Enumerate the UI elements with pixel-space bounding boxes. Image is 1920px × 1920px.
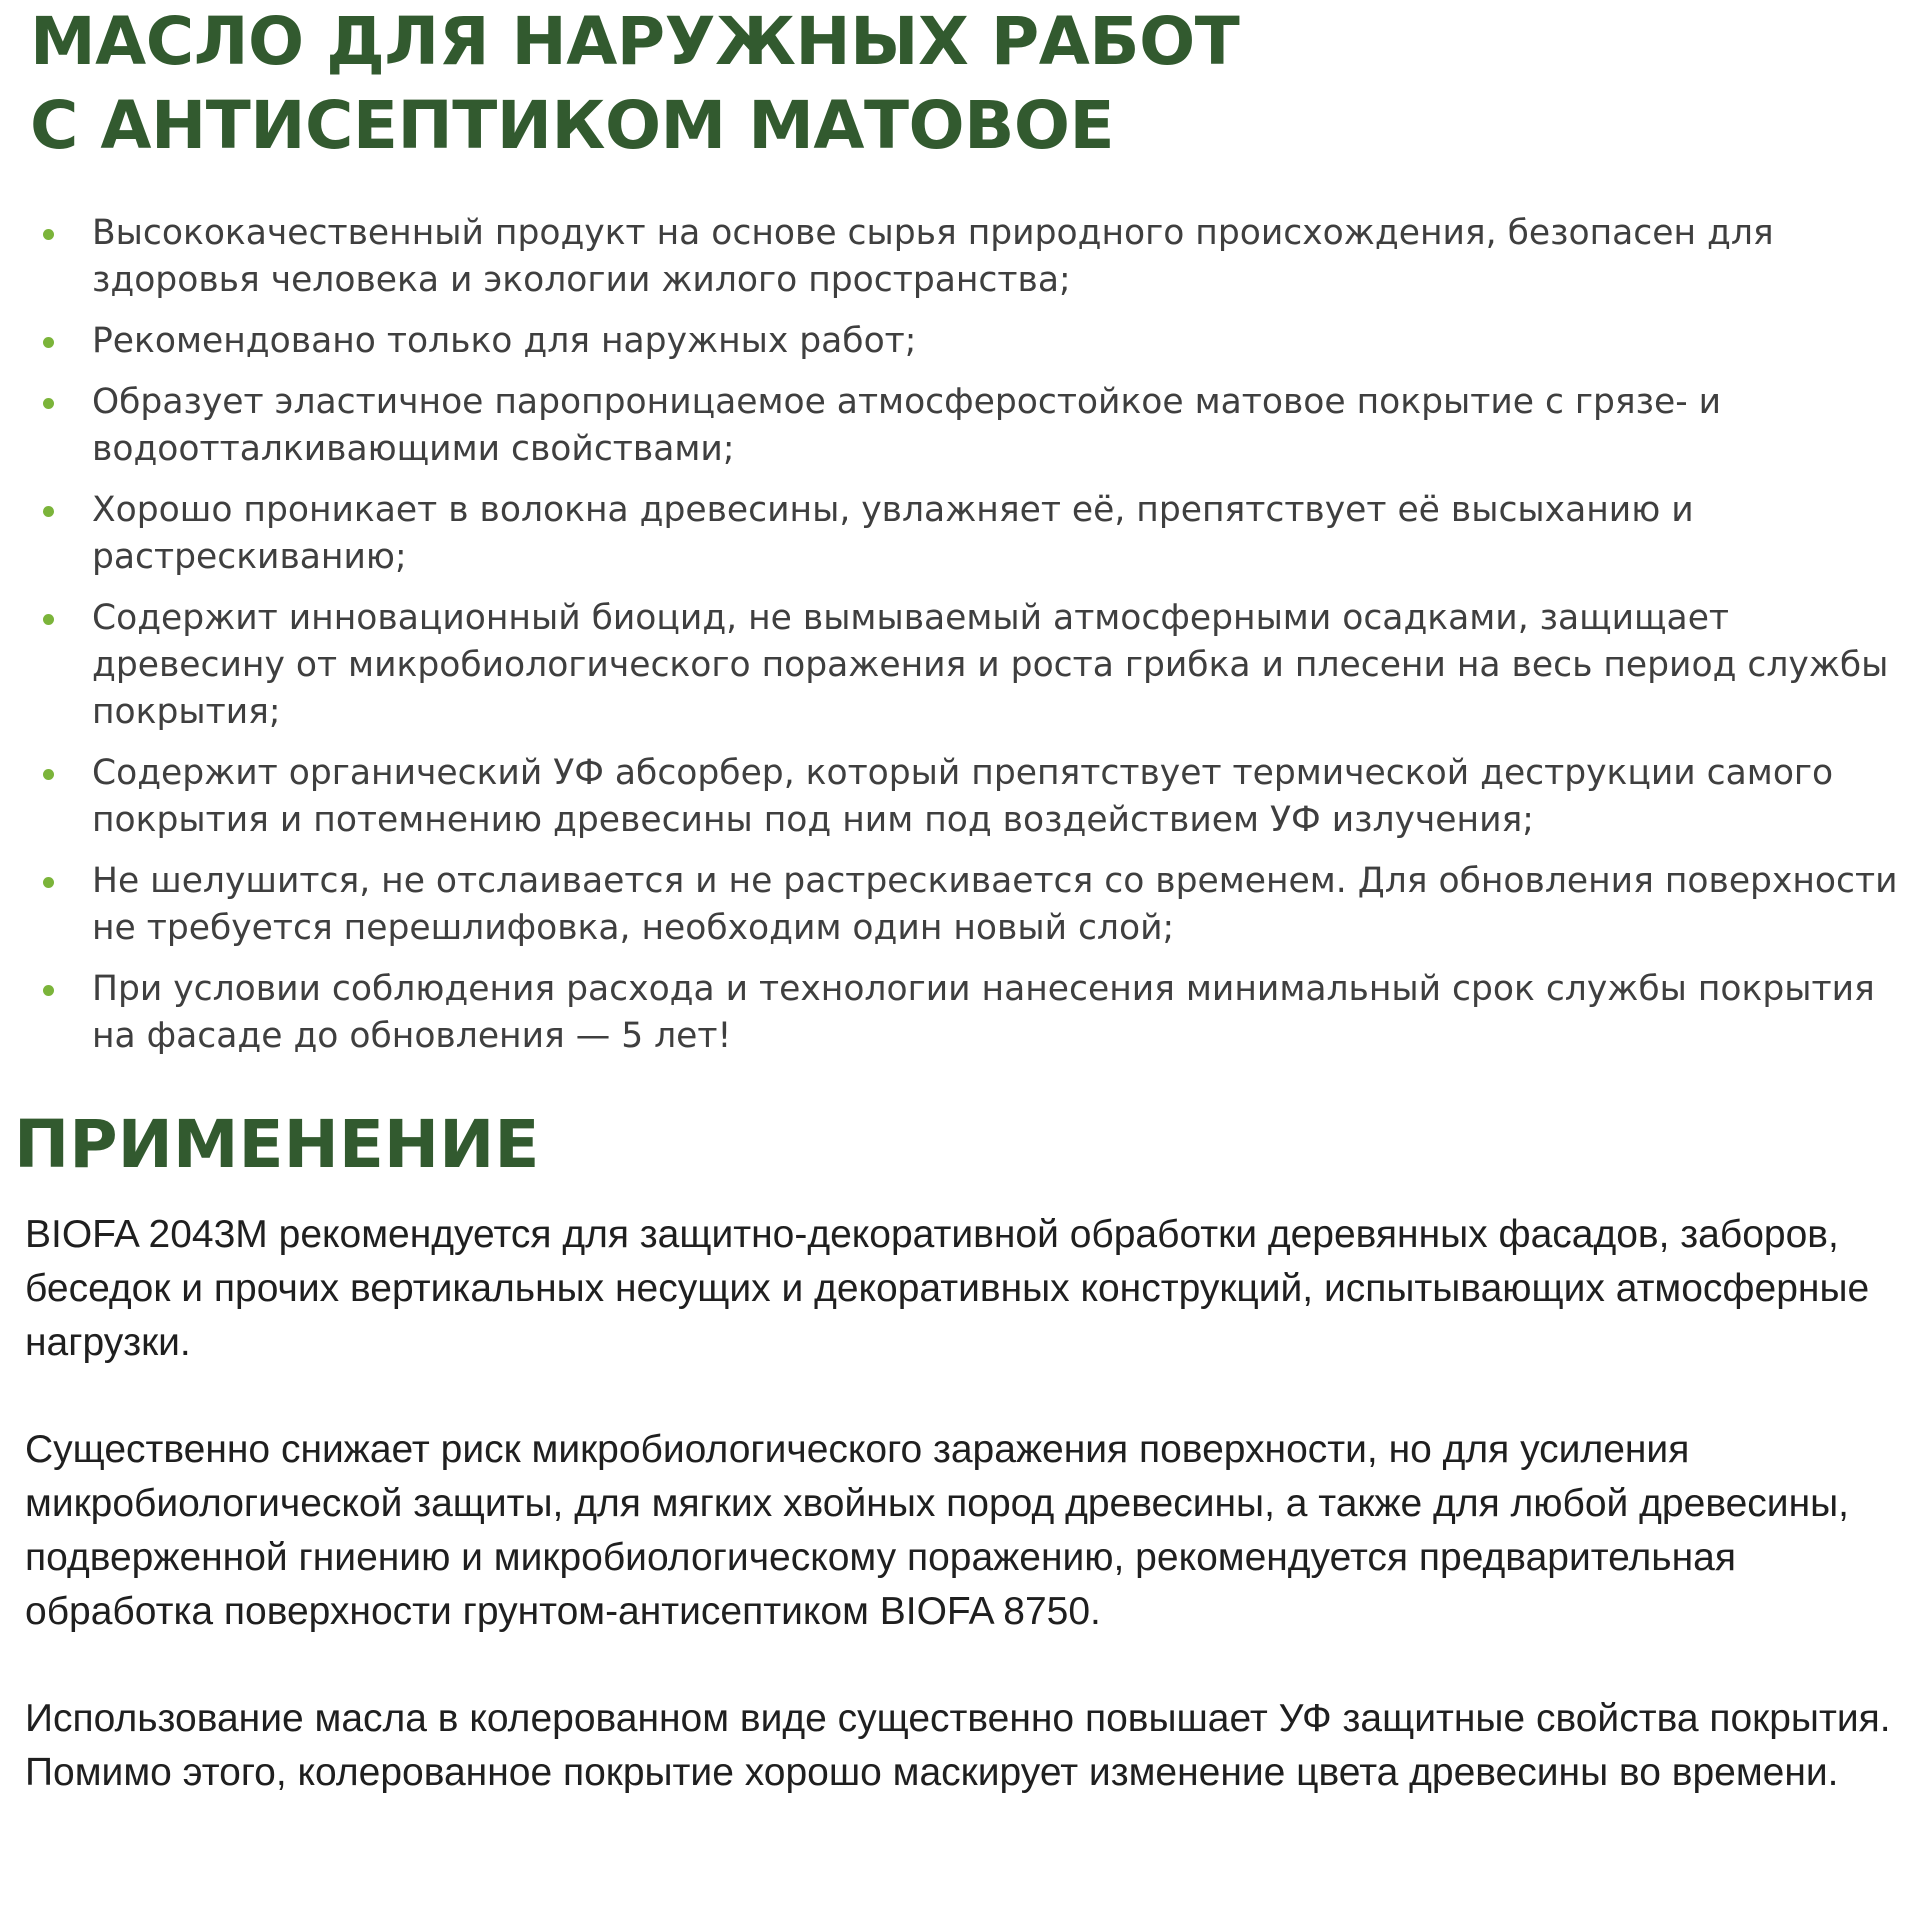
bullet-dot-icon (43, 769, 54, 780)
bullet-dot-icon (43, 398, 54, 409)
feature-text: Содержит органический УФ абсорбер, который препятствует термической деструкции самого покрытия и потемнению древесины под ним под воздействием УФ излучения; (92, 753, 1834, 840)
feature-text: Высококачественный продукт на основе сырья природного происхождения, безопасен для здоровья человека и экологии жилого пространства; (92, 213, 1774, 300)
bullet-dot-icon (43, 337, 54, 348)
bullet-dot-icon (43, 229, 54, 240)
feature-item (40, 750, 1910, 844)
feature-text: При условии соблюдения расхода и технологии нанесения минимальный срок службы покрытия на фасаде до обновления — 5 лет! (92, 969, 1875, 1056)
feature-text: Не шелушится, не отслаивается и не растрескивается со временем. Для обновления поверхности не требуется перешлифовка, необходим один новый слой; (92, 861, 1898, 948)
bullet-dot-icon (43, 506, 54, 517)
feature-text: Рекомендовано только для наружных работ; (92, 321, 917, 361)
product-title-line-1: МАСЛО ДЛЯ НАРУЖНЫХ РАБОТ (30, 3, 1240, 80)
feature-item (40, 210, 1910, 304)
bullet-dot-icon (43, 614, 54, 625)
feature-item (40, 966, 1910, 1060)
feature-text: Образует эластичное паропроницаемое атмосферостойкое матовое покрытие с грязе- и водоотталкивающими свойствами; (92, 382, 1722, 469)
bullet-dot-icon (43, 877, 54, 888)
feature-item (40, 379, 1910, 473)
product-title-line-2: С АНТИСЕПТИКОМ МАТОВОЕ (30, 87, 1115, 164)
usage-section (25, 1208, 1905, 1853)
bullet-dot-icon (43, 985, 54, 996)
feature-text: Содержит инновационный биоцид, не вымываемый атмосферными осадками, защищает древесину от микробиологического поражения и роста грибка и плесени на весь период службы покрытия; (92, 598, 1889, 732)
feature-item (40, 487, 1910, 581)
usage-paragraph: Существенно снижает риск микробиологического заражения поверхности, но для усиления микробиологической защиты, для мягких хвойных пород древесины, а также для любой древесины, подверженной гниению и микробиологическому поражению, рекомендуется предварительная обработка поверхности грунтом-антисептиком BIOFA 8750. (25, 1428, 1849, 1633)
feature-item (40, 318, 1910, 365)
feature-list (40, 210, 1910, 1074)
usage-heading: ПРИМЕНЕНИЕ (14, 1106, 540, 1183)
feature-item (40, 858, 1910, 952)
usage-paragraph: Использование масла в колерованном виде существенно повышает УФ защитные свойства покрытия. Помимо этого, колерованное покрытие хорошо маскирует изменение цвета древесины во времени. (25, 1697, 1891, 1794)
feature-item (40, 595, 1910, 736)
product-title (30, 0, 1239, 168)
usage-paragraph: BIOFA 2043M рекомендуется для защитно-декоративной обработки деревянных фасадов, заборов, беседок и прочих вертикальных несущих и декоративных конструкций, испытывающих атмосферные нагрузки. (25, 1213, 1870, 1364)
feature-text: Хорошо проникает в волокна древесины, увлажняет её, препятствует её высыханию и растрескиванию; (92, 490, 1694, 577)
